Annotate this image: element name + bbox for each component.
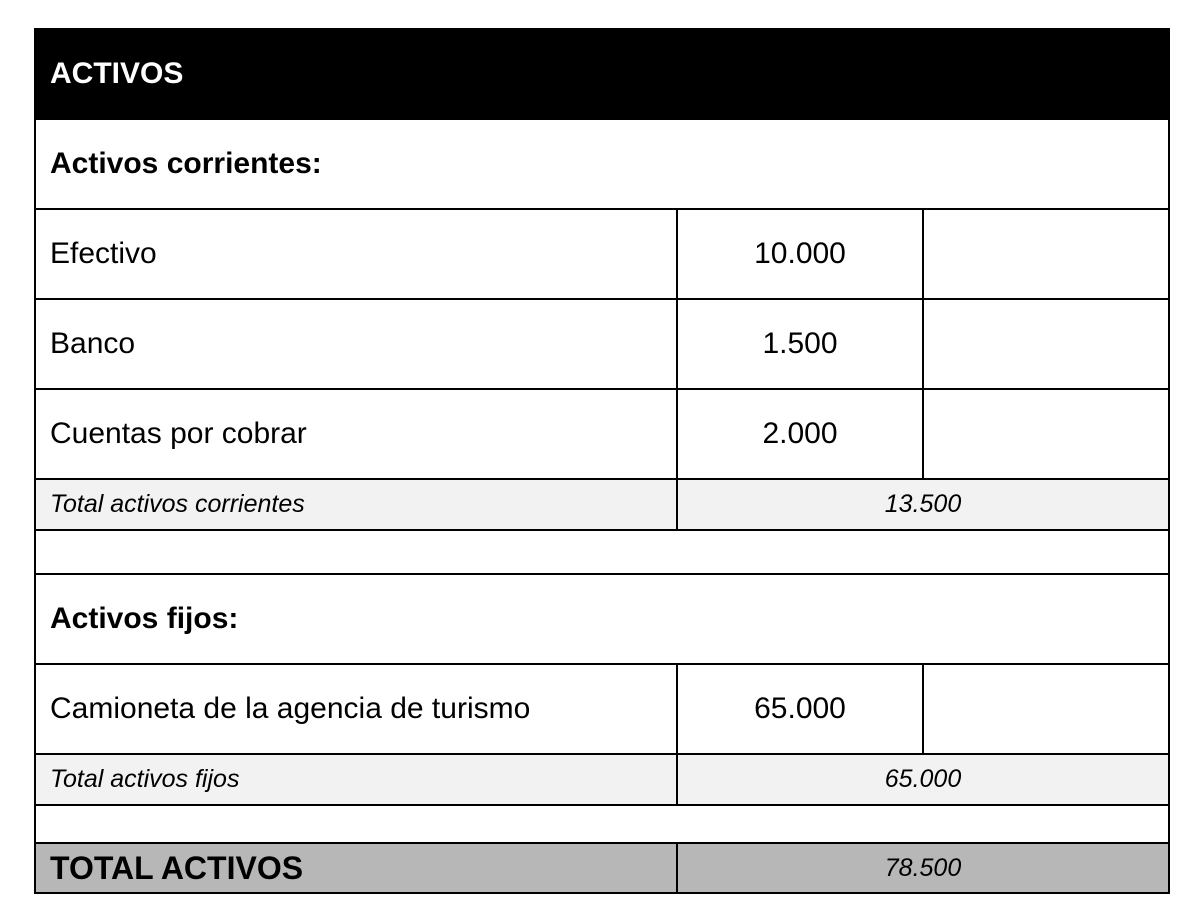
current-assets-total-label: Total activos corrientes xyxy=(35,479,677,530)
empty-cell xyxy=(923,664,1169,754)
table-title: ACTIVOS xyxy=(35,29,1169,119)
spacer-row xyxy=(35,530,1169,574)
fixed-assets-total-amount: 65.000 xyxy=(677,754,1169,805)
empty-cell xyxy=(923,299,1169,389)
row-amount: 1.500 xyxy=(677,299,923,389)
row-label: Banco xyxy=(35,299,677,389)
header-row xyxy=(35,29,1169,119)
row-label: Efectivo xyxy=(35,209,677,299)
section-heading-row xyxy=(35,574,1169,664)
table-row xyxy=(35,389,1169,479)
table-row xyxy=(35,209,1169,299)
current-assets-total-amount: 13.500 xyxy=(677,479,1169,530)
table-row xyxy=(35,299,1169,389)
current-assets-heading: Activos corrientes: xyxy=(35,119,1169,209)
fixed-assets-total-label: Total activos fijos xyxy=(35,754,677,805)
row-amount: 10.000 xyxy=(677,209,923,299)
subtotal-row xyxy=(35,479,1169,530)
row-label: Camioneta de la agencia de turismo xyxy=(35,664,677,754)
subtotal-row xyxy=(35,754,1169,805)
empty-cell xyxy=(35,530,1169,574)
empty-cell xyxy=(923,389,1169,479)
row-amount: 2.000 xyxy=(677,389,923,479)
empty-cell xyxy=(35,805,1169,843)
section-heading-row xyxy=(35,119,1169,209)
balance-sheet xyxy=(34,28,1168,894)
row-amount: 65.000 xyxy=(677,664,923,754)
grand-total-amount: 78.500 xyxy=(677,843,1169,893)
empty-cell xyxy=(923,209,1169,299)
spacer-row xyxy=(35,805,1169,843)
grand-total-row xyxy=(35,843,1169,893)
row-label: Cuentas por cobrar xyxy=(35,389,677,479)
grand-total-label: TOTAL ACTIVOS xyxy=(35,843,677,893)
assets-table xyxy=(34,28,1170,894)
fixed-assets-heading: Activos fijos: xyxy=(35,574,1169,664)
table-row xyxy=(35,664,1169,754)
